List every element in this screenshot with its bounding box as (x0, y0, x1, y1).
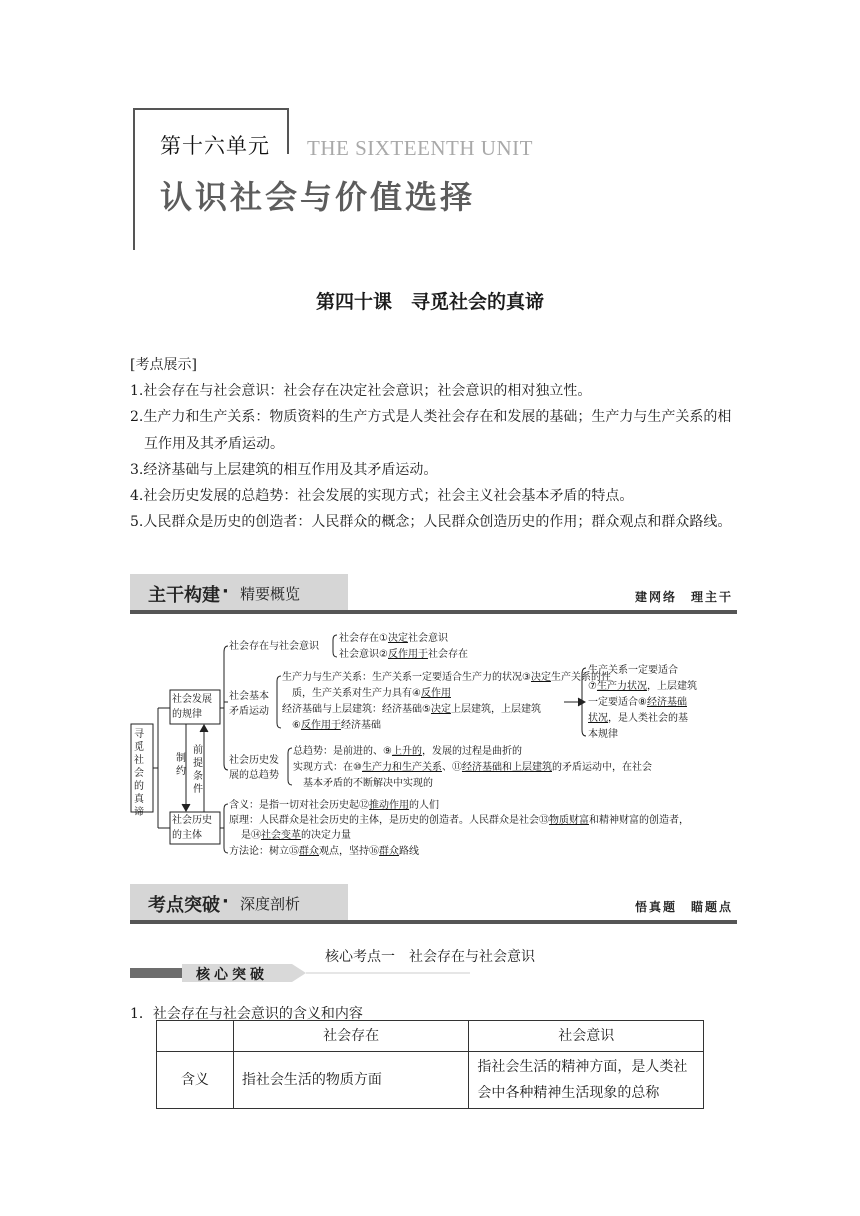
map-branch-2-label: 社会基本矛盾运动 (229, 691, 269, 717)
map-branch-1-line-2: 社会意识②反作用于社会存在 (339, 649, 468, 660)
map-arrow-down-label: 制约 (176, 753, 186, 777)
map-root-label: 寻觅社会的真谛 (134, 729, 144, 818)
banner-main-label: 主干构建 (148, 585, 220, 606)
table-header-cell: 社会意识 (469, 1021, 704, 1052)
table-cell: 指社会生活的物质方面 (233, 1052, 469, 1109)
core-point-title: 核心考点一 社会存在与社会意识 (325, 949, 535, 965)
map-subject-box-label: 社会历史的主体 (172, 815, 212, 841)
map-branch-2-line-3: 经济基础与上层建筑：经济基础⑤决定上层建筑，上层建筑 (282, 704, 541, 715)
map-branch-3-line-3: 基本矛盾的不断解决中实现的 (303, 778, 433, 789)
map-summary-line-4: 状况，是人类社会的基 (588, 713, 688, 724)
map-subject-line-3: 是⑭社会变革的决定力量 (241, 830, 351, 841)
map-branch-3-line-1: 总趋势：是前进的、⑨上升的，发展的过程是曲折的 (293, 746, 522, 757)
map-summary-line-3: 一定要适合⑧经济基础 (588, 697, 687, 708)
table-cell: 指社会生活的精神方面，是人类社会中各种精神生活现象的总称 (469, 1052, 704, 1109)
unit-title: 认识社会与价值选择 (160, 178, 476, 216)
banner-dot: · (222, 891, 229, 912)
map-branch-2-line-2: 质，生产关系对生产力具有④反作用 (292, 688, 451, 699)
section-banner-breakthrough (130, 884, 737, 926)
banner-main-label: 考点突破 (148, 895, 220, 916)
banner-right-label: 建网络 理主干 (634, 590, 733, 604)
unit-english-title: THE SIXTEENTH UNIT (307, 136, 533, 160)
map-summary-line-1: 生产关系一定要适合 (588, 665, 678, 676)
table-cell: 含义 (157, 1052, 234, 1109)
exam-point: 1.社会存在与社会意识：社会存在决定社会意识；社会意识的相对独立性。 (130, 383, 592, 400)
unit-number: 第十六单元 (160, 134, 270, 158)
map-branch-1-label: 社会存在与社会意识 (229, 641, 319, 652)
core-label: 核心突破 (196, 967, 268, 983)
table-header-row (157, 1021, 704, 1052)
map-branch-2-line-4: ⑥反作用于经济基础 (292, 720, 381, 731)
map-branch-3-label: 社会历史发展的总趋势 (229, 755, 279, 781)
map-subject-line-4: 方法论：树立⑮群众观点，坚持⑯群众路线 (229, 846, 419, 857)
map-law-box-label: 社会发展的规律 (172, 694, 212, 720)
exam-point: 4.社会历史发展的总趋势：社会发展的实现方式；社会主义社会基本矛盾的特点。 (130, 488, 634, 505)
exam-point: 5.人民群众是历史的创造者：人民群众的概念；人民群众创造历史的作用；群众观点和群众路线。 (130, 514, 732, 531)
section-1-heading: 1．社会存在与社会意识的含义和内容 (130, 1006, 363, 1022)
map-branch-1-line-1: 社会存在①决定社会意识 (339, 633, 448, 644)
map-branch-2-line-1: 生产力与生产关系：生产关系一定要适合生产力的状况③决定生产关系的性 (282, 672, 611, 683)
table-row (157, 1052, 704, 1109)
map-summary-line-2: ⑦生产力状况，上层建筑 (588, 681, 697, 692)
exam-point: 2.生产力和生产关系：物质资料的生产方式是人类社会存在和发展的基础；生产力与生产关系的相互作用及其矛盾运动。 (130, 409, 732, 452)
banner-rule (130, 920, 737, 924)
map-subject-line-2: 原理：人民群众是社会历史的主体，是历史的创造者。人民群众是社会⑬物质财富和精神财富的创造者， (229, 815, 689, 826)
exam-points-heading: [考点展示] (130, 357, 197, 373)
banner-sub-label: 深度剖析 (240, 895, 301, 913)
table-header-cell (157, 1021, 234, 1052)
banner-sub-label: 精要概览 (240, 585, 301, 603)
exam-point: 3.经济基础与上层建筑的相互作用及其矛盾运动。 (130, 461, 438, 478)
map-branch-3-line-2: 实现方式：在⑩生产力和生产关系、⑪经济基础和上层建筑的矛盾运动中，在社会 (293, 762, 652, 773)
map-arrow-up-label: 前提条件 (193, 745, 203, 795)
table-header-cell: 社会存在 (233, 1021, 469, 1052)
core-label-bar (130, 964, 470, 982)
map-summary-line-5: 本规律 (588, 729, 618, 740)
comparison-table (156, 1020, 704, 1109)
lesson-title: 第四十课 寻觅社会的真谛 (315, 291, 544, 313)
banner-right-label: 悟真题 瞄题点 (634, 900, 733, 914)
banner-dot: · (222, 581, 229, 602)
map-subject-line-1: 含义：是指一切对社会历史起⑫推动作用的人们 (229, 800, 439, 811)
